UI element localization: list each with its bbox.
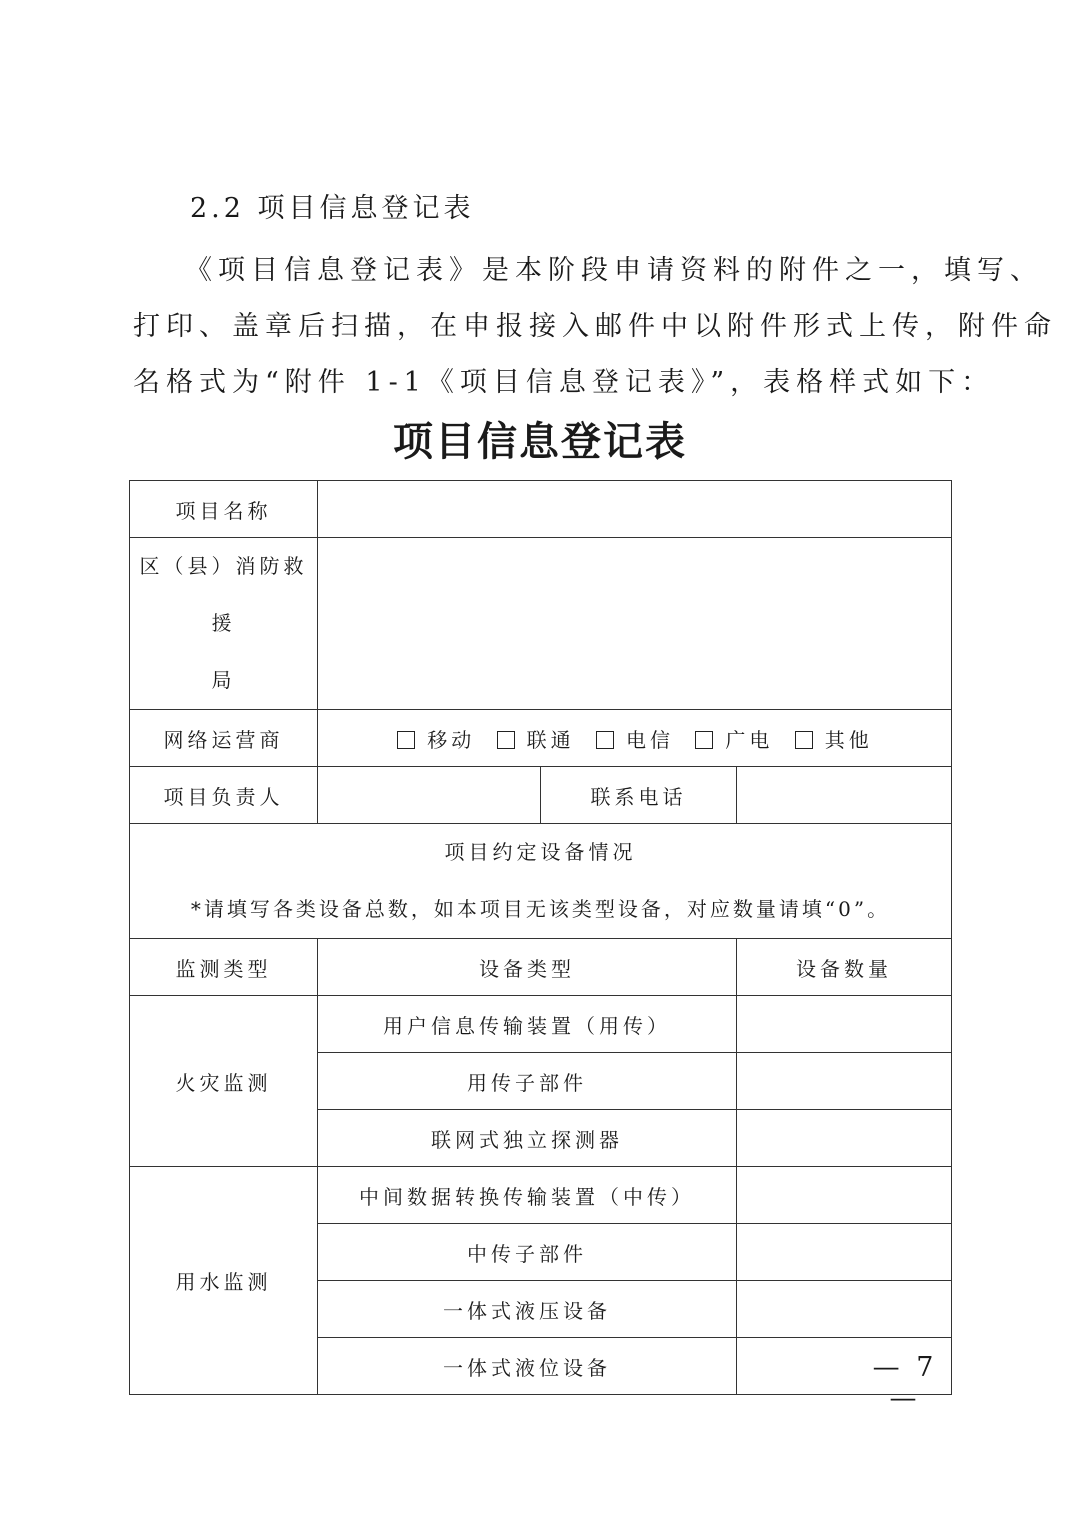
operator-option-telecom[interactable]: 电信 [596, 724, 674, 753]
district-label-line2: 局 [211, 668, 236, 692]
device-count-field[interactable] [737, 1281, 952, 1338]
manager-field[interactable] [318, 767, 541, 824]
intro-line: 名格式为“附件 1-1《项目信息登记表》”，表格样式如下： [133, 367, 995, 398]
project-name-label: 项目名称 [130, 481, 318, 538]
device-count-field[interactable] [737, 1167, 952, 1224]
table-header-row [130, 939, 952, 996]
column-header: 监测类型 [130, 939, 318, 996]
table-row [130, 1167, 952, 1224]
device-type-cell: 中传子部件 [318, 1224, 737, 1281]
operator-option-other[interactable]: 其他 [795, 724, 873, 753]
manager-label: 项目负责人 [130, 767, 318, 824]
operator-option-unicom[interactable]: 联通 [497, 724, 575, 753]
district-field[interactable] [318, 538, 952, 710]
section-heading: 2.2 项目信息登记表 [190, 193, 475, 224]
table-row [130, 767, 952, 824]
device-count-field[interactable] [737, 1224, 952, 1281]
equipment-note: *请填写各类设备总数，如本项目无该类型设备，对应数量请填“0”。 [190, 897, 891, 921]
intro-paragraph [133, 243, 1057, 411]
equipment-section-header [130, 824, 952, 939]
table-row [130, 824, 952, 939]
device-count-field[interactable] [737, 1110, 952, 1167]
intro-line: 打印、盖章后扫描，在申报接入邮件中以附件形式上传，附件命 [133, 311, 1057, 342]
device-type-cell: 用户信息传输装置（用传） [318, 996, 737, 1053]
device-type-cell: 联网式独立探测器 [318, 1110, 737, 1167]
operator-option-mobile[interactable]: 移动 [397, 724, 475, 753]
column-header: 设备类型 [318, 939, 737, 996]
operator-options [318, 710, 952, 767]
device-type-cell: 用传子部件 [318, 1053, 737, 1110]
device-type-cell: 中间数据转换传输装置（中传） [318, 1167, 737, 1224]
device-type-cell: 一体式液位设备 [318, 1338, 737, 1395]
page-number: — 7 — [872, 1352, 938, 1414]
table-row [130, 538, 952, 710]
equipment-section-title: 项目约定设备情况 [444, 840, 637, 864]
device-count-field[interactable] [737, 996, 952, 1053]
operator-option-broadcast[interactable]: 广电 [695, 724, 773, 753]
registration-table [129, 480, 952, 1395]
project-name-field[interactable] [318, 481, 952, 538]
district-label [130, 538, 318, 710]
checkbox-icon[interactable] [497, 731, 515, 749]
phone-label: 联系电话 [541, 767, 737, 824]
checkbox-icon[interactable] [795, 731, 813, 749]
monitor-type-cell: 用水监测 [130, 1167, 318, 1395]
table-row [130, 710, 952, 767]
checkbox-icon[interactable] [596, 731, 614, 749]
operator-label: 网络运营商 [130, 710, 318, 767]
table-row [130, 481, 952, 538]
district-label-line1: 区（县）消防救援 [139, 554, 308, 635]
device-type-cell: 一体式液压设备 [318, 1281, 737, 1338]
checkbox-icon[interactable] [695, 731, 713, 749]
checkbox-icon[interactable] [397, 731, 415, 749]
monitor-type-cell: 火灾监测 [130, 996, 318, 1167]
phone-field[interactable] [737, 767, 952, 824]
column-header: 设备数量 [737, 939, 952, 996]
table-row [130, 996, 952, 1053]
device-count-field[interactable] [737, 1053, 952, 1110]
intro-line: 《项目信息登记表》是本阶段申请资料的附件之一，填写、 [185, 255, 1043, 286]
form-title: 项目信息登记表 [393, 419, 687, 465]
